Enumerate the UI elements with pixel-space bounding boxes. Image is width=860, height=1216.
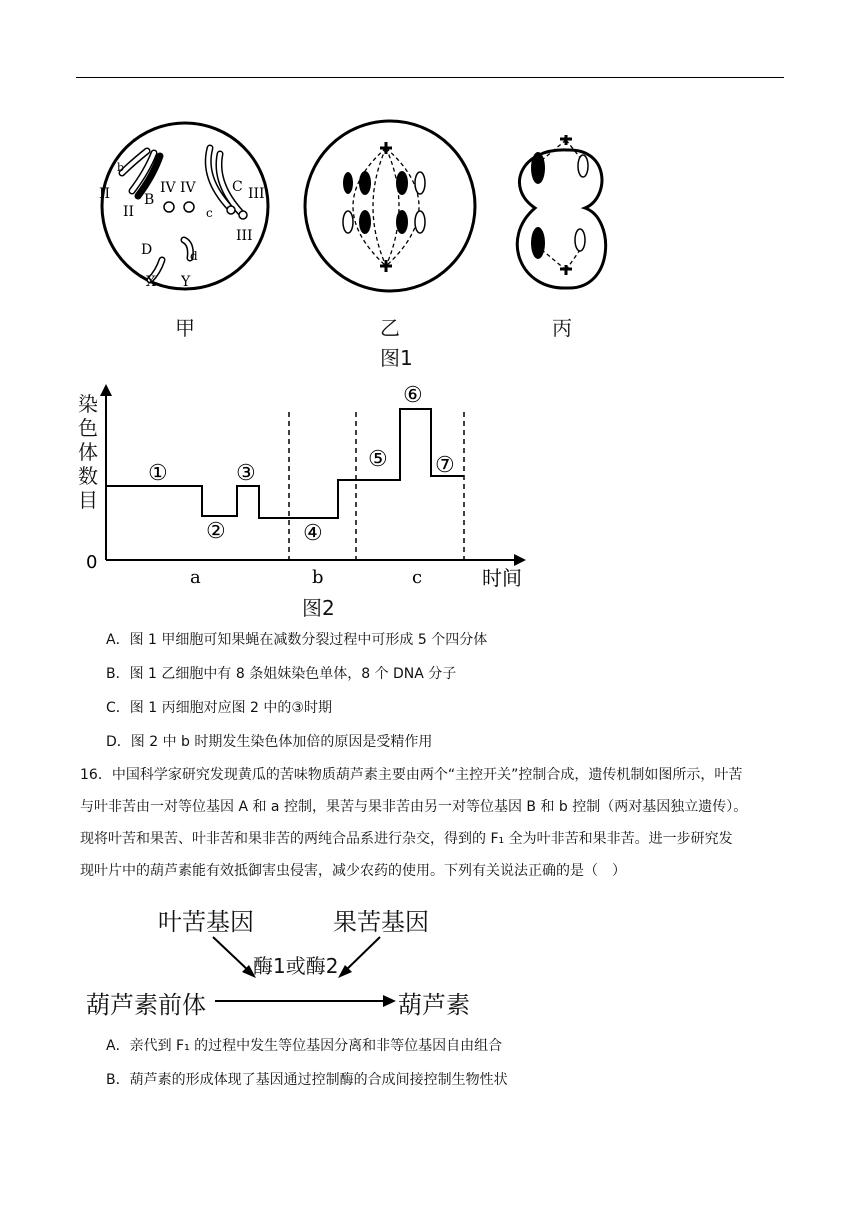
- cell-bing-outline: [517, 150, 605, 288]
- gene-fruit-bitter: 果苦基因: [333, 908, 429, 936]
- q15-option-c[interactable]: C．图 1 丙细胞对应图 2 中的③时期: [106, 700, 332, 716]
- label-II-top: II: [99, 186, 111, 202]
- label-d: d: [190, 249, 198, 263]
- label-IV-left: IV: [160, 180, 176, 196]
- label-c: c: [206, 206, 213, 220]
- question16-stem: [80, 759, 786, 887]
- q16-option-b[interactable]: B．葫芦素的形成体现了基因通过控制酶的合成间接控制生物性状: [106, 1072, 508, 1088]
- figure2-caption: 图2: [302, 596, 335, 620]
- phase-c: c: [412, 567, 423, 588]
- label-IV-right: IV: [180, 180, 196, 196]
- q16-line-4: 现叶片中的葫芦素能有效抵御害虫侵害，减少农药的使用。下列有关说法正确的是（ ）: [80, 863, 626, 879]
- precursor-label: 葫芦素前体: [86, 991, 206, 1019]
- marker-7: ⑦: [435, 453, 455, 478]
- marker-2: ②: [206, 519, 226, 544]
- phase-b: b: [312, 567, 324, 588]
- figure1: [80, 118, 620, 368]
- label-X: X: [146, 274, 156, 290]
- marker-6: ⑥: [403, 383, 423, 408]
- q15-option-a[interactable]: A．图 1 甲细胞可知果蝇在减数分裂过程中可形成 5 个四分体: [106, 632, 488, 648]
- arrow-gene1: [213, 937, 250, 972]
- header-rule: [76, 77, 784, 78]
- arrow-gene2: [344, 937, 380, 972]
- label-D: D: [141, 242, 153, 258]
- marker-1: ①: [148, 461, 168, 486]
- figure1-caption: 图1: [380, 346, 413, 370]
- figure1-drawing: [80, 118, 620, 368]
- q16-option-a[interactable]: A．亲代到 F₁ 的过程中发生等位基因分离和非等位基因自由组合: [106, 1038, 503, 1054]
- marker-3: ③: [236, 461, 256, 486]
- cell-bing-label: 丙: [552, 316, 572, 340]
- figure2-chart: [70, 380, 540, 620]
- y-axis-arrow: [100, 384, 112, 396]
- flow-arrows: [0, 920, 860, 1040]
- product-label: 葫芦素: [398, 991, 470, 1019]
- label-II-bottom: II: [123, 204, 135, 220]
- label-Y: Y: [181, 274, 191, 290]
- label-III-bottom: III: [236, 228, 253, 244]
- label-b: b: [117, 161, 125, 174]
- x-axis-arrow: [514, 554, 526, 566]
- label-III-top: III: [248, 186, 265, 202]
- q16-line-2: 与叶非苦由一对等位基因 A 和 a 控制，果苦与果非苦由另一对等位基因 B 和 b 控制（两对基因独立遗传）。: [80, 799, 748, 815]
- q16-line-1: 16．中国科学家研究发现黄瓜的苦味物质葫芦素主要由两个“主控开关”控制合成，遗传机制如图所示，叶苦: [80, 767, 743, 783]
- gene-leaf-bitter: 叶苦基因: [158, 908, 254, 936]
- cell-yi-label: 乙: [380, 316, 400, 340]
- q16-line-3: 现将叶苦和果苦、叶非苦和果非苦的两纯合品系进行杂交，得到的 F₁ 全为叶非苦和果非苦。进一步研究发: [80, 831, 733, 847]
- marker-5: ⑤: [368, 447, 388, 472]
- origin-label: 0: [86, 552, 98, 573]
- label-C: C: [232, 179, 243, 195]
- q15-option-b[interactable]: B．图 1 乙细胞中有 8 条姐妹染色单体，8 个 DNA 分子: [106, 666, 457, 682]
- q15-option-d[interactable]: D．图 2 中 b 时期发生染色体加倍的原因是受精作用: [106, 734, 433, 750]
- cell-jia-label: 甲: [175, 316, 195, 340]
- enzyme-label: 酶1或酶2: [253, 954, 339, 978]
- label-B: B: [144, 192, 155, 208]
- marker-4: ④: [303, 521, 323, 546]
- figure2-drawing: [70, 380, 540, 620]
- phase-a: a: [190, 567, 201, 588]
- x-axis-label: 时间: [482, 566, 522, 590]
- y-axis-label: 染色体数目: [78, 392, 98, 512]
